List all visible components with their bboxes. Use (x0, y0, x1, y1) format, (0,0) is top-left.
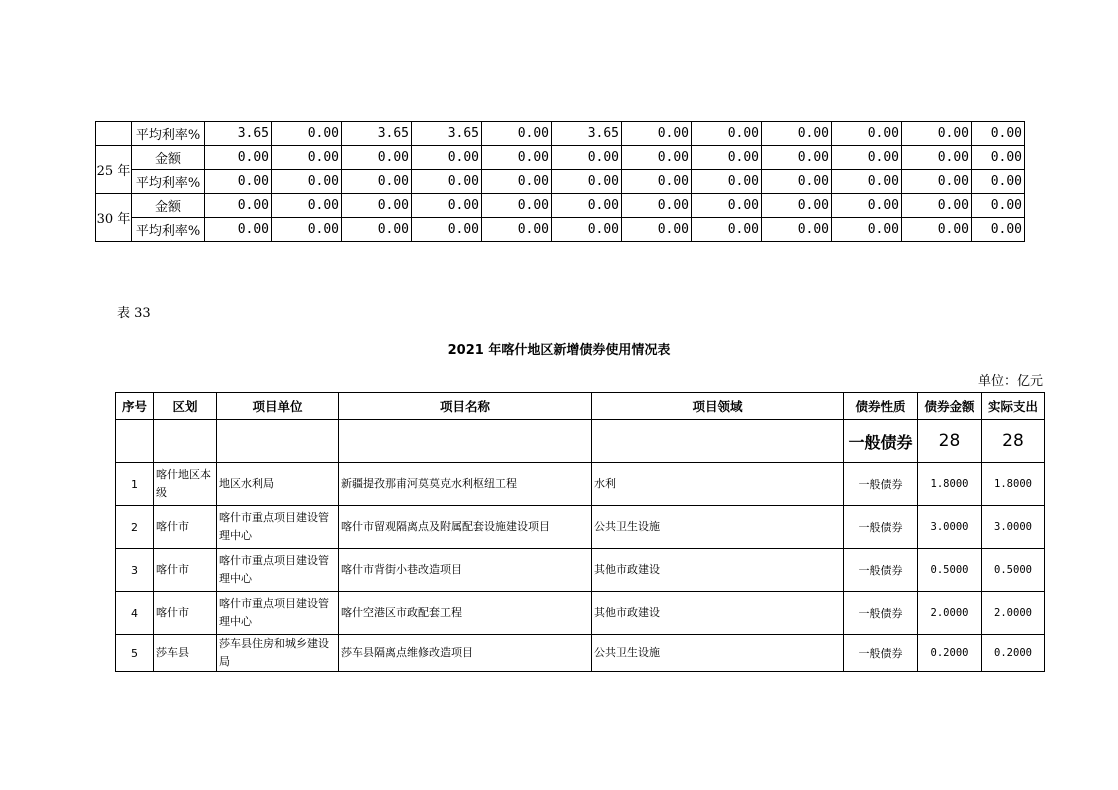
unit-cell: 喀什市重点项目建设管理中心 (217, 549, 339, 592)
table-row (116, 506, 1045, 549)
seq-cell: 4 (116, 592, 154, 635)
page-title: 2021 年喀什地区新增债券使用情况表 (447, 343, 671, 358)
seq-cell: 1 (116, 463, 154, 506)
table-row (116, 549, 1045, 592)
value-cell: 0.00 (762, 218, 832, 242)
seq-cell: 2 (116, 506, 154, 549)
value-cell: 0.00 (762, 146, 832, 170)
unit-cell: 喀什市重点项目建设管理中心 (217, 506, 339, 549)
nature-cell: 一般债券 (844, 506, 918, 549)
unit-cell: 莎车县住房和城乡建设局 (217, 635, 339, 672)
value-cell: 0.00 (412, 146, 482, 170)
nature-cell: 一般债券 (844, 635, 918, 672)
field-cell: 公共卫生设施 (592, 506, 844, 549)
value-cell: 0.00 (482, 170, 552, 194)
region-cell: 喀什市 (154, 592, 217, 635)
region-cell: 喀什市 (154, 549, 217, 592)
field-cell: 公共卫生设施 (592, 635, 844, 672)
value-cell: 0.00 (412, 170, 482, 194)
amount-cell: 2.0000 (918, 592, 982, 635)
header-cell: 项目单位 (217, 393, 339, 420)
field-cell: 其他市政建设 (592, 592, 844, 635)
value-cell: 0.00 (832, 194, 902, 218)
value-cell: 0.00 (205, 218, 272, 242)
seq-cell: 3 (116, 549, 154, 592)
term-cell: 30 年 (96, 194, 132, 242)
value-cell: 0.00 (482, 194, 552, 218)
header-row (116, 393, 1045, 420)
value-cell: 0.00 (342, 170, 412, 194)
value-cell: 0.00 (552, 146, 622, 170)
field-cell: 其他市政建设 (592, 549, 844, 592)
table-caption: 表 33 (117, 306, 151, 321)
value-cell: 0.00 (482, 218, 552, 242)
spent-cell: 2.0000 (982, 592, 1045, 635)
summary-field (592, 420, 844, 463)
term-cell: 25 年 (96, 146, 132, 194)
value-cell: 0.00 (342, 218, 412, 242)
value-cell: 0.00 (205, 146, 272, 170)
bond-usage-table (115, 392, 1045, 672)
value-cell: 0.00 (972, 122, 1025, 146)
header-cell: 区划 (154, 393, 217, 420)
value-cell: 0.00 (762, 194, 832, 218)
value-cell: 0.00 (482, 146, 552, 170)
header-cell: 债券金额 (918, 393, 982, 420)
region-cell: 莎车县 (154, 635, 217, 672)
value-cell: 0.00 (342, 146, 412, 170)
value-cell: 0.00 (762, 122, 832, 146)
value-cell: 0.00 (272, 146, 342, 170)
region-cell: 喀什地区本级 (154, 463, 217, 506)
metric-cell: 金额 (132, 194, 205, 218)
amount-cell: 0.2000 (918, 635, 982, 672)
value-cell: 0.00 (972, 146, 1025, 170)
nature-cell: 一般债券 (844, 549, 918, 592)
project-name-cell: 喀什市背街小巷改造项目 (339, 549, 592, 592)
value-cell: 0.00 (972, 170, 1025, 194)
value-cell: 0.00 (552, 194, 622, 218)
summary-amount: 28 (918, 420, 982, 463)
value-cell: 0.00 (692, 170, 762, 194)
spent-cell: 0.2000 (982, 635, 1045, 672)
table-row (116, 592, 1045, 635)
summary-seq (116, 420, 154, 463)
value-cell: 0.00 (272, 122, 342, 146)
summary-row (116, 420, 1045, 463)
project-name-cell: 莎车县隔离点维修改造项目 (339, 635, 592, 672)
value-cell: 0.00 (692, 194, 762, 218)
summary-spent: 28 (982, 420, 1045, 463)
metric-cell: 金额 (132, 146, 205, 170)
value-cell: 3.65 (342, 122, 412, 146)
summary-region (154, 420, 217, 463)
header-cell: 项目名称 (339, 393, 592, 420)
metric-cell: 平均利率% (132, 170, 205, 194)
spent-cell: 1.8000 (982, 463, 1045, 506)
value-cell: 0.00 (692, 122, 762, 146)
table-row (96, 194, 1025, 218)
value-cell: 0.00 (272, 170, 342, 194)
value-cell: 0.00 (902, 170, 972, 194)
value-cell: 0.00 (832, 170, 902, 194)
value-cell: 0.00 (902, 122, 972, 146)
value-cell: 0.00 (832, 122, 902, 146)
term-cell (96, 122, 132, 146)
value-cell: 0.00 (622, 122, 692, 146)
value-cell: 0.00 (972, 194, 1025, 218)
value-cell: 0.00 (832, 146, 902, 170)
unit-cell: 喀什市重点项目建设管理中心 (217, 592, 339, 635)
value-cell: 0.00 (902, 194, 972, 218)
value-cell: 0.00 (972, 218, 1025, 242)
value-cell: 0.00 (552, 218, 622, 242)
value-cell: 0.00 (482, 122, 552, 146)
value-cell: 0.00 (692, 146, 762, 170)
summary-name (339, 420, 592, 463)
table-row (96, 170, 1025, 194)
value-cell: 0.00 (622, 218, 692, 242)
value-cell: 0.00 (205, 170, 272, 194)
value-cell: 0.00 (342, 194, 412, 218)
value-cell: 3.65 (552, 122, 622, 146)
spent-cell: 3.0000 (982, 506, 1045, 549)
summary-nature: 一般债券 (844, 420, 918, 463)
table-row (96, 146, 1025, 170)
spent-cell: 0.5000 (982, 549, 1045, 592)
amount-cell: 1.8000 (918, 463, 982, 506)
header-cell: 债券性质 (844, 393, 918, 420)
field-cell: 水利 (592, 463, 844, 506)
project-name-cell: 喀什市留观隔离点及附属配套设施建设项目 (339, 506, 592, 549)
unit-cell: 地区水利局 (217, 463, 339, 506)
table-row (96, 218, 1025, 242)
metric-cell: 平均利率% (132, 218, 205, 242)
table-row (96, 122, 1025, 146)
value-cell: 0.00 (412, 218, 482, 242)
value-cell: 0.00 (272, 218, 342, 242)
value-cell: 0.00 (272, 194, 342, 218)
table-row (116, 635, 1045, 672)
value-cell: 0.00 (622, 146, 692, 170)
header-cell: 项目领域 (592, 393, 844, 420)
value-cell: 0.00 (205, 194, 272, 218)
debt-rate-table (95, 121, 1025, 242)
value-cell: 0.00 (622, 194, 692, 218)
seq-cell: 5 (116, 635, 154, 672)
unit-label: 单位：亿元 (977, 374, 1043, 389)
value-cell: 0.00 (692, 218, 762, 242)
nature-cell: 一般债券 (844, 463, 918, 506)
value-cell: 0.00 (902, 218, 972, 242)
header-cell: 序号 (116, 393, 154, 420)
project-name-cell: 新疆提孜那甫河莫莫克水利枢纽工程 (339, 463, 592, 506)
value-cell: 0.00 (902, 146, 972, 170)
table-row (116, 463, 1045, 506)
region-cell: 喀什市 (154, 506, 217, 549)
value-cell: 0.00 (552, 170, 622, 194)
header-cell: 实际支出 (982, 393, 1045, 420)
value-cell: 3.65 (205, 122, 272, 146)
project-name-cell: 喀什空港区市政配套工程 (339, 592, 592, 635)
amount-cell: 0.5000 (918, 549, 982, 592)
metric-cell: 平均利率% (132, 122, 205, 146)
summary-unit (217, 420, 339, 463)
value-cell: 0.00 (412, 194, 482, 218)
value-cell: 0.00 (622, 170, 692, 194)
value-cell: 0.00 (762, 170, 832, 194)
value-cell: 0.00 (832, 218, 902, 242)
amount-cell: 3.0000 (918, 506, 982, 549)
nature-cell: 一般债券 (844, 592, 918, 635)
value-cell: 3.65 (412, 122, 482, 146)
